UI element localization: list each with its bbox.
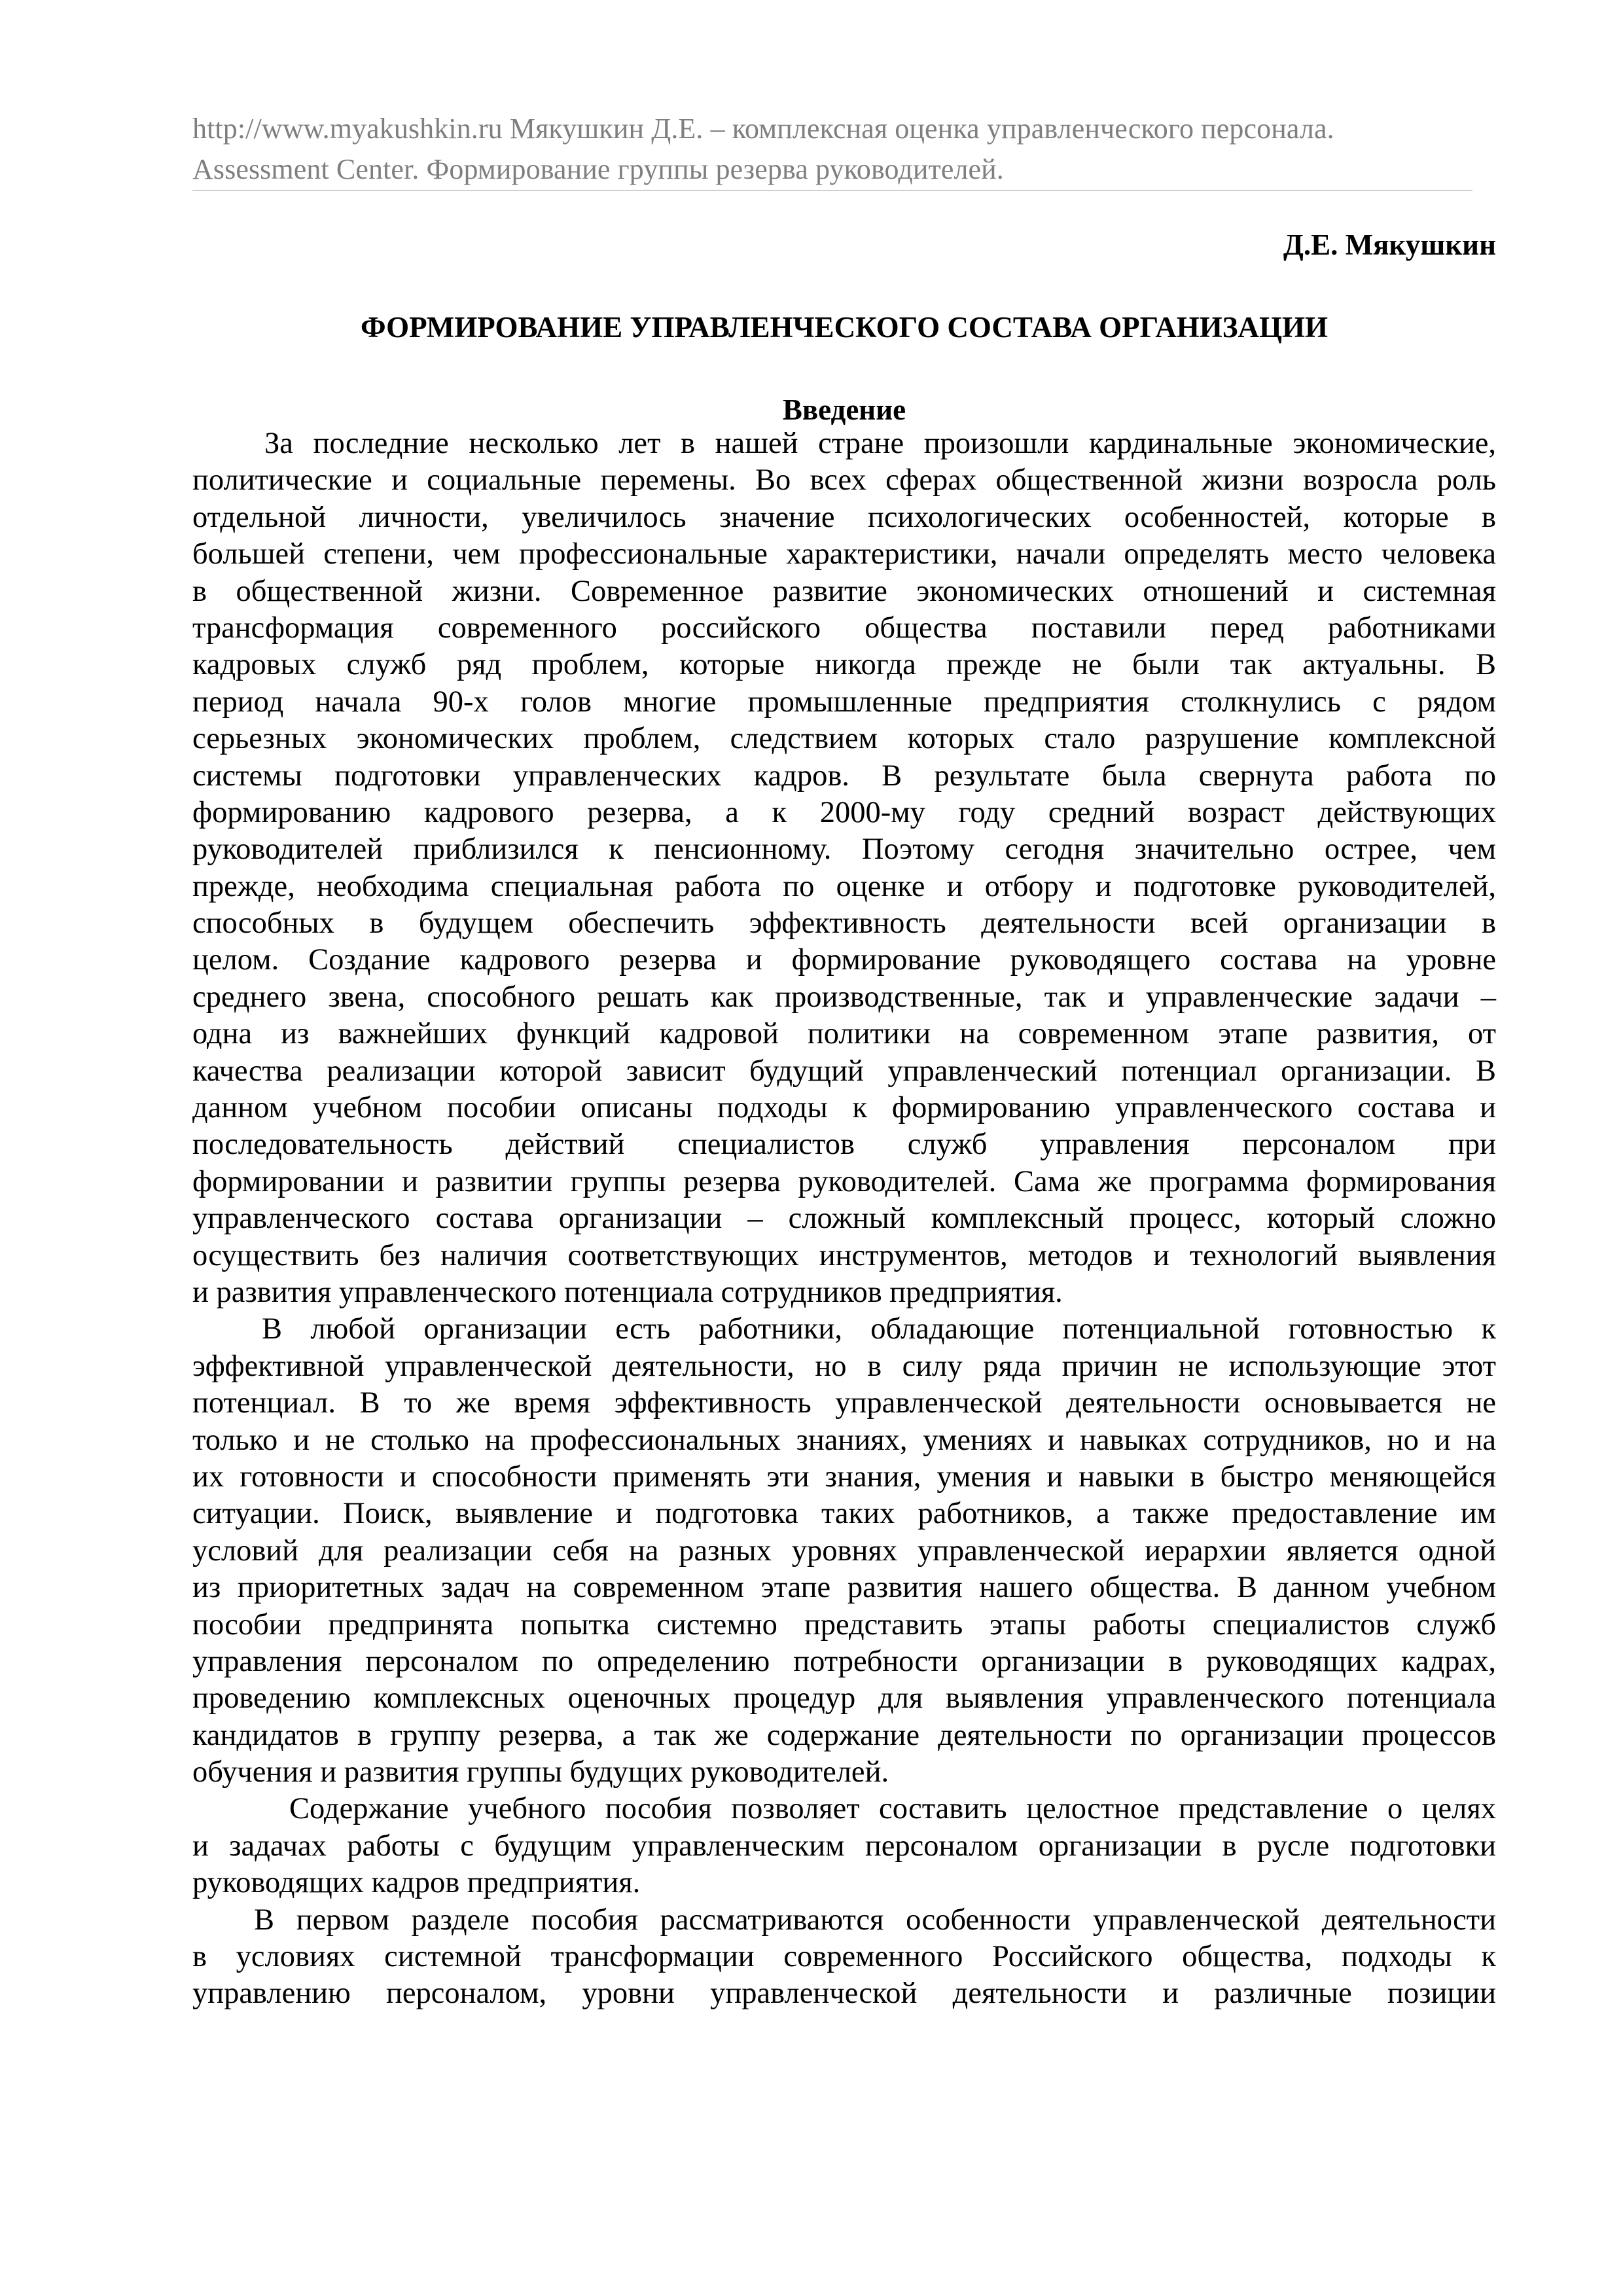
text-line: отдельной личности, увеличилось значение психологических особенностей, которые в — [192, 500, 1496, 534]
text-line: и задачах работы с будущим управленческим персоналом организации в русле подготовки — [192, 1829, 1496, 1863]
text-line: формированию кадрового резерва, а к 2000-му году средний возраст действующих — [192, 795, 1496, 829]
text-line: их готовности и способности применять эти знания, умения и навыки в быстро меняющейся — [192, 1460, 1496, 1494]
text-line: ситуации. Поиск, выявление и подготовка таких работников, а также предоставление им — [192, 1497, 1496, 1531]
text-line: управления персоналом по определению потребности организации в руководящих кадрах, — [192, 1644, 1496, 1678]
text-line: серьезных экономических проблем, следствием которых стало разрушение комплексной — [192, 722, 1496, 756]
text-line: трансформация современного российского общества поставили перед работниками — [192, 611, 1496, 645]
text-line: данном учебном пособии описаны подходы к формированию управленческого состава и — [192, 1091, 1496, 1125]
text-line: только и не столько на профессиональных знаниях, умениях и навыках сотрудников, но и на — [192, 1423, 1496, 1457]
text-line: политические и социальные перемены. Во всех сферах общественной жизни возросла роль — [192, 463, 1496, 497]
text-line: в общественной жизни. Современное развитие экономических отношений и системная — [192, 574, 1496, 608]
text-line: руководителей приблизился к пенсионному. Поэтому сегодня значительно острее, чем — [192, 833, 1496, 867]
text-line: потенциал. В то же время эффективность управленческой деятельности основывается не — [192, 1386, 1496, 1420]
text-line: Содержание учебного пособия позволяет составить целостное представление о целях — [289, 1792, 1496, 1826]
text-line: За последние несколько лет в нашей стране произошли кардинальные экономические, — [264, 427, 1496, 460]
running-header-line-1: http://www.myakushkin.ru Мякушкин Д.Е. – комплексная оценка управленческого персонала. — [192, 113, 1334, 145]
body-text — [192, 425, 1496, 2013]
text-line: период начала 90-х голов многие промышленные предприятия столкнулись с рядом — [192, 685, 1496, 719]
text-line: осуществить без наличия соответствующих инструментов, методов и технологий выявления — [192, 1238, 1496, 1272]
text-line: качества реализации которой зависит будущий управленческий потенциал организации. В — [192, 1054, 1496, 1088]
text-line: целом. Создание кадрового резерва и формирование руководящего состава на уровне — [192, 943, 1496, 977]
text-line: последовательность действий специалистов служб управления персоналом при — [192, 1128, 1496, 1162]
text-line: пособии предпринята попытка системно представить этапы работы специалистов служб — [192, 1607, 1496, 1641]
text-line: большей степени, чем профессиональные характеристики, начали определять место человека — [192, 537, 1496, 571]
text-line: руководящих кадров предприятия. — [192, 1866, 641, 1900]
text-line: проведению комплексных оценочных процедур для выявления управленческого потенциала — [192, 1681, 1496, 1715]
text-line: прежде, необходима специальная работа по оценке и отбору и подготовке руководителей, — [192, 869, 1496, 903]
paragraph-4 — [192, 1902, 1496, 2013]
text-line: формировании и развитии группы резерва руководителей. Сама же программа формирования — [192, 1164, 1496, 1198]
text-line: В любой организации есть работники, обладающие потенциальной готовностью к — [262, 1312, 1496, 1346]
document-title: ФОРМИРОВАНИЕ УПРАВЛЕНЧЕСКОГО СОСТАВА ОРГАНИЗАЦИИ — [360, 311, 1329, 344]
text-line: среднего звена, способного решать как производственные, так и управленческие задачи – — [192, 980, 1496, 1014]
text-line: управлению персоналом, уровни управленческой деятельности и различные позиции — [192, 1977, 1496, 2011]
running-header — [192, 109, 1475, 190]
paragraph-2 — [192, 1311, 1496, 1791]
text-line: управленческого состава организации – сложный комплексный процесс, который сложно — [192, 1202, 1496, 1236]
text-line: В первом разделе пособия рассматриваются особенности управленческой деятельности — [254, 1903, 1496, 1937]
paragraph-3 — [192, 1791, 1496, 1901]
text-line: кандидатов в группу резерва, а так же содержание деятельности по организации процессов — [192, 1718, 1496, 1752]
text-line: условий для реализации себя на разных уровнях управленческой иерархии является одной — [192, 1534, 1496, 1568]
text-line: системы подготовки управленческих кадров. В результате была свернута работа по — [192, 759, 1496, 793]
text-line: кадровых служб ряд проблем, которые никогда прежде не были так актуальны. В — [192, 648, 1496, 682]
header-divider — [192, 190, 1472, 191]
text-line: одна из важнейших функций кадровой политики на современном этапе развития, от — [192, 1017, 1496, 1051]
text-line: эффективной управленческой деятельности, но в силу ряда причин не использующие этот — [192, 1349, 1496, 1383]
running-header-line-2: Assessment Center. Формирование группы резерва руководителей. — [192, 153, 1004, 185]
text-line: из приоритетных задач на современном этапе развития нашего общества. В данном учебном — [192, 1571, 1496, 1605]
text-line: способных в будущем обеспечить эффективность деятельности всей организации в — [192, 906, 1496, 941]
paragraph-1 — [192, 425, 1496, 1311]
text-line: в условиях системной трансформации современного Российского общества, подходы к — [192, 1940, 1496, 1974]
author-name: Д.Е. Мякушкин — [1283, 228, 1496, 261]
text-line: обучения и развития группы будущих руководителей. — [192, 1755, 889, 1789]
section-heading-introduction: Введение — [782, 393, 906, 426]
text-line: и развития управленческого потенциала сотрудников предприятия. — [192, 1275, 1063, 1309]
